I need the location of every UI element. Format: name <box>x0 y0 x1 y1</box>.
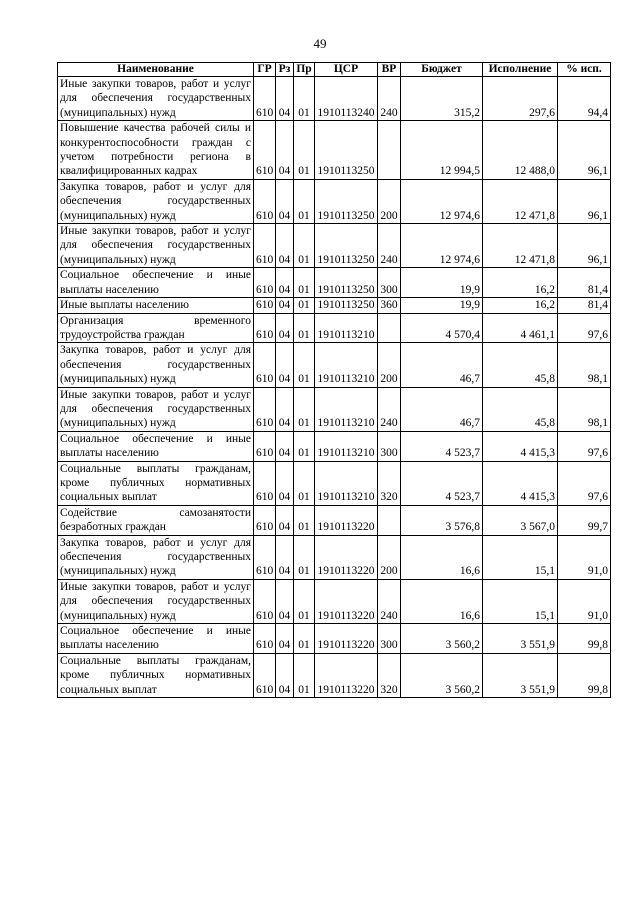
table-row <box>58 579 611 623</box>
cell-pr: 01 <box>294 313 315 343</box>
cell-percent: 91,0 <box>558 579 611 623</box>
cell-vr: 300 <box>378 268 401 298</box>
cell-percent: 98,1 <box>558 343 611 387</box>
cell-percent: 96,1 <box>558 121 611 180</box>
cell-gr: 610 <box>254 77 276 121</box>
cell-budget: 4 570,4 <box>401 313 483 343</box>
cell-vr: 200 <box>378 535 401 579</box>
cell-rz: 04 <box>276 505 294 535</box>
header-percent: % исп. <box>558 63 611 77</box>
cell-pr: 01 <box>294 653 315 697</box>
table-row <box>58 298 611 313</box>
cell-rz: 04 <box>276 343 294 387</box>
cell-execution: 15,1 <box>483 579 558 623</box>
cell-pr: 01 <box>294 431 315 461</box>
header-pr: Пр <box>294 63 315 77</box>
cell-execution: 16,2 <box>483 268 558 298</box>
cell-pr: 01 <box>294 579 315 623</box>
cell-rz: 04 <box>276 268 294 298</box>
cell-vr: 360 <box>378 298 401 313</box>
cell-percent: 96,1 <box>558 224 611 268</box>
cell-execution: 12 471,8 <box>483 224 558 268</box>
cell-name: Иные закупки товаров, работ и услуг для обеспечения государственных (муниципальных) нужд <box>58 387 254 431</box>
table-row <box>58 179 611 223</box>
cell-rz: 04 <box>276 77 294 121</box>
cell-vr: 240 <box>378 77 401 121</box>
cell-gr: 610 <box>254 298 276 313</box>
cell-pr: 01 <box>294 77 315 121</box>
cell-csr: 1910113210 <box>315 431 378 461</box>
cell-csr: 1910113210 <box>315 343 378 387</box>
cell-gr: 610 <box>254 624 276 654</box>
cell-percent: 98,1 <box>558 387 611 431</box>
cell-percent: 96,1 <box>558 179 611 223</box>
cell-rz: 04 <box>276 579 294 623</box>
cell-vr: 300 <box>378 624 401 654</box>
cell-rz: 04 <box>276 224 294 268</box>
cell-csr: 1910113220 <box>315 579 378 623</box>
cell-percent: 97,6 <box>558 313 611 343</box>
cell-vr: 320 <box>378 653 401 697</box>
cell-budget: 4 523,7 <box>401 461 483 505</box>
table-row <box>58 431 611 461</box>
cell-csr: 1910113240 <box>315 77 378 121</box>
cell-gr: 610 <box>254 121 276 180</box>
cell-budget: 46,7 <box>401 387 483 431</box>
table-row <box>58 313 611 343</box>
cell-csr: 1910113210 <box>315 387 378 431</box>
cell-percent: 99,8 <box>558 653 611 697</box>
cell-name: Закупка товаров, работ и услуг для обеспечения государственных (муниципальных) нужд <box>58 179 254 223</box>
cell-gr: 610 <box>254 179 276 223</box>
cell-name: Иные закупки товаров, работ и услуг для обеспечения государственных (муниципальных) нужд <box>58 224 254 268</box>
cell-name: Закупка товаров, работ и услуг для обеспечения государственных (муниципальных) нужд <box>58 535 254 579</box>
cell-execution: 3 567,0 <box>483 505 558 535</box>
cell-budget: 3 560,2 <box>401 624 483 654</box>
cell-name: Социальные выплаты гражданам, кроме публичных нормативных социальных выплат <box>58 461 254 505</box>
table-row <box>58 387 611 431</box>
cell-percent: 81,4 <box>558 298 611 313</box>
cell-pr: 01 <box>294 224 315 268</box>
cell-csr: 1910113250 <box>315 121 378 180</box>
cell-rz: 04 <box>276 431 294 461</box>
cell-budget: 12 994,5 <box>401 121 483 180</box>
cell-budget: 12 974,6 <box>401 224 483 268</box>
cell-budget: 315,2 <box>401 77 483 121</box>
cell-vr <box>378 505 401 535</box>
cell-percent: 81,4 <box>558 268 611 298</box>
cell-budget: 3 576,8 <box>401 505 483 535</box>
table-row <box>58 121 611 180</box>
table-row <box>58 343 611 387</box>
cell-name: Повышение качества рабочей силы и конкурентоспособности граждан с учетом потребности региона в квалифицированных кадрах <box>58 121 254 180</box>
cell-gr: 610 <box>254 431 276 461</box>
cell-csr: 1910113210 <box>315 313 378 343</box>
cell-pr: 01 <box>294 343 315 387</box>
cell-pr: 01 <box>294 387 315 431</box>
cell-rz: 04 <box>276 121 294 180</box>
cell-pr: 01 <box>294 505 315 535</box>
cell-vr: 240 <box>378 387 401 431</box>
table-row <box>58 653 611 697</box>
cell-rz: 04 <box>276 535 294 579</box>
table-header-row <box>58 63 611 77</box>
cell-execution: 3 551,9 <box>483 653 558 697</box>
cell-name: Социальное обеспечение и иные выплаты населению <box>58 624 254 654</box>
cell-vr: 240 <box>378 579 401 623</box>
cell-vr: 240 <box>378 224 401 268</box>
cell-budget: 46,7 <box>401 343 483 387</box>
cell-rz: 04 <box>276 313 294 343</box>
cell-percent: 97,6 <box>558 461 611 505</box>
table-row <box>58 505 611 535</box>
header-rz: Рз <box>276 63 294 77</box>
cell-pr: 01 <box>294 298 315 313</box>
header-csr: ЦСР <box>315 63 378 77</box>
cell-csr: 1910113210 <box>315 461 378 505</box>
cell-csr: 1910113250 <box>315 179 378 223</box>
cell-rz: 04 <box>276 624 294 654</box>
cell-percent: 97,6 <box>558 431 611 461</box>
header-name: Наименование <box>58 63 254 77</box>
table-row <box>58 224 611 268</box>
cell-execution: 12 488,0 <box>483 121 558 180</box>
cell-name: Иные закупки товаров, работ и услуг для обеспечения государственных (муниципальных) нужд <box>58 579 254 623</box>
header-gr: ГР <box>254 63 276 77</box>
cell-execution: 16,2 <box>483 298 558 313</box>
cell-csr: 1910113250 <box>315 224 378 268</box>
cell-percent: 99,7 <box>558 505 611 535</box>
cell-gr: 610 <box>254 535 276 579</box>
cell-name: Иные выплаты населению <box>58 298 254 313</box>
cell-gr: 610 <box>254 387 276 431</box>
cell-execution: 4 461,1 <box>483 313 558 343</box>
budget-table <box>57 62 611 698</box>
cell-name: Закупка товаров, работ и услуг для обеспечения государственных (муниципальных) нужд <box>58 343 254 387</box>
cell-execution: 12 471,8 <box>483 179 558 223</box>
cell-gr: 610 <box>254 653 276 697</box>
cell-execution: 15,1 <box>483 535 558 579</box>
table-row <box>58 268 611 298</box>
cell-name: Социальные выплаты гражданам, кроме публичных нормативных социальных выплат <box>58 653 254 697</box>
cell-vr: 200 <box>378 343 401 387</box>
cell-gr: 610 <box>254 268 276 298</box>
cell-name: Иные закупки товаров, работ и услуг для обеспечения государственных (муниципальных) нужд <box>58 77 254 121</box>
cell-budget: 19,9 <box>401 268 483 298</box>
cell-percent: 91,0 <box>558 535 611 579</box>
cell-gr: 610 <box>254 505 276 535</box>
cell-csr: 1910113220 <box>315 505 378 535</box>
cell-gr: 610 <box>254 224 276 268</box>
cell-budget: 12 974,6 <box>401 179 483 223</box>
cell-execution: 4 415,3 <box>483 431 558 461</box>
cell-rz: 04 <box>276 298 294 313</box>
cell-rz: 04 <box>276 653 294 697</box>
cell-name: Организация временного трудоустройства граждан <box>58 313 254 343</box>
cell-pr: 01 <box>294 461 315 505</box>
cell-gr: 610 <box>254 343 276 387</box>
cell-gr: 610 <box>254 313 276 343</box>
table-row <box>58 624 611 654</box>
cell-execution: 297,6 <box>483 77 558 121</box>
cell-csr: 1910113220 <box>315 653 378 697</box>
cell-budget: 3 560,2 <box>401 653 483 697</box>
cell-name: Социальное обеспечение и иные выплаты населению <box>58 431 254 461</box>
cell-name: Содействие самозанятости безработных граждан <box>58 505 254 535</box>
cell-csr: 1910113220 <box>315 624 378 654</box>
table-row <box>58 77 611 121</box>
cell-pr: 01 <box>294 535 315 579</box>
cell-name: Социальное обеспечение и иные выплаты населению <box>58 268 254 298</box>
cell-rz: 04 <box>276 461 294 505</box>
cell-budget: 16,6 <box>401 579 483 623</box>
page-number: 49 <box>313 36 327 51</box>
cell-vr: 320 <box>378 461 401 505</box>
header-execution: Исполнение <box>483 63 558 77</box>
cell-pr: 01 <box>294 268 315 298</box>
cell-execution: 3 551,9 <box>483 624 558 654</box>
cell-rz: 04 <box>276 179 294 223</box>
table-row <box>58 461 611 505</box>
cell-percent: 94,4 <box>558 77 611 121</box>
cell-vr <box>378 313 401 343</box>
cell-rz: 04 <box>276 387 294 431</box>
cell-execution: 45,8 <box>483 343 558 387</box>
header-budget: Бюджет <box>401 63 483 77</box>
cell-execution: 45,8 <box>483 387 558 431</box>
cell-vr <box>378 121 401 180</box>
cell-pr: 01 <box>294 624 315 654</box>
cell-gr: 610 <box>254 461 276 505</box>
cell-budget: 16,6 <box>401 535 483 579</box>
header-vr: ВР <box>378 63 401 77</box>
cell-execution: 4 415,3 <box>483 461 558 505</box>
cell-csr: 1910113220 <box>315 535 378 579</box>
cell-percent: 99,8 <box>558 624 611 654</box>
table-body <box>58 77 611 698</box>
cell-pr: 01 <box>294 179 315 223</box>
cell-csr: 1910113250 <box>315 268 378 298</box>
table-row <box>58 535 611 579</box>
cell-gr: 610 <box>254 579 276 623</box>
cell-pr: 01 <box>294 121 315 180</box>
cell-budget: 19,9 <box>401 298 483 313</box>
cell-budget: 4 523,7 <box>401 431 483 461</box>
cell-vr: 200 <box>378 179 401 223</box>
cell-vr: 300 <box>378 431 401 461</box>
cell-csr: 1910113250 <box>315 298 378 313</box>
